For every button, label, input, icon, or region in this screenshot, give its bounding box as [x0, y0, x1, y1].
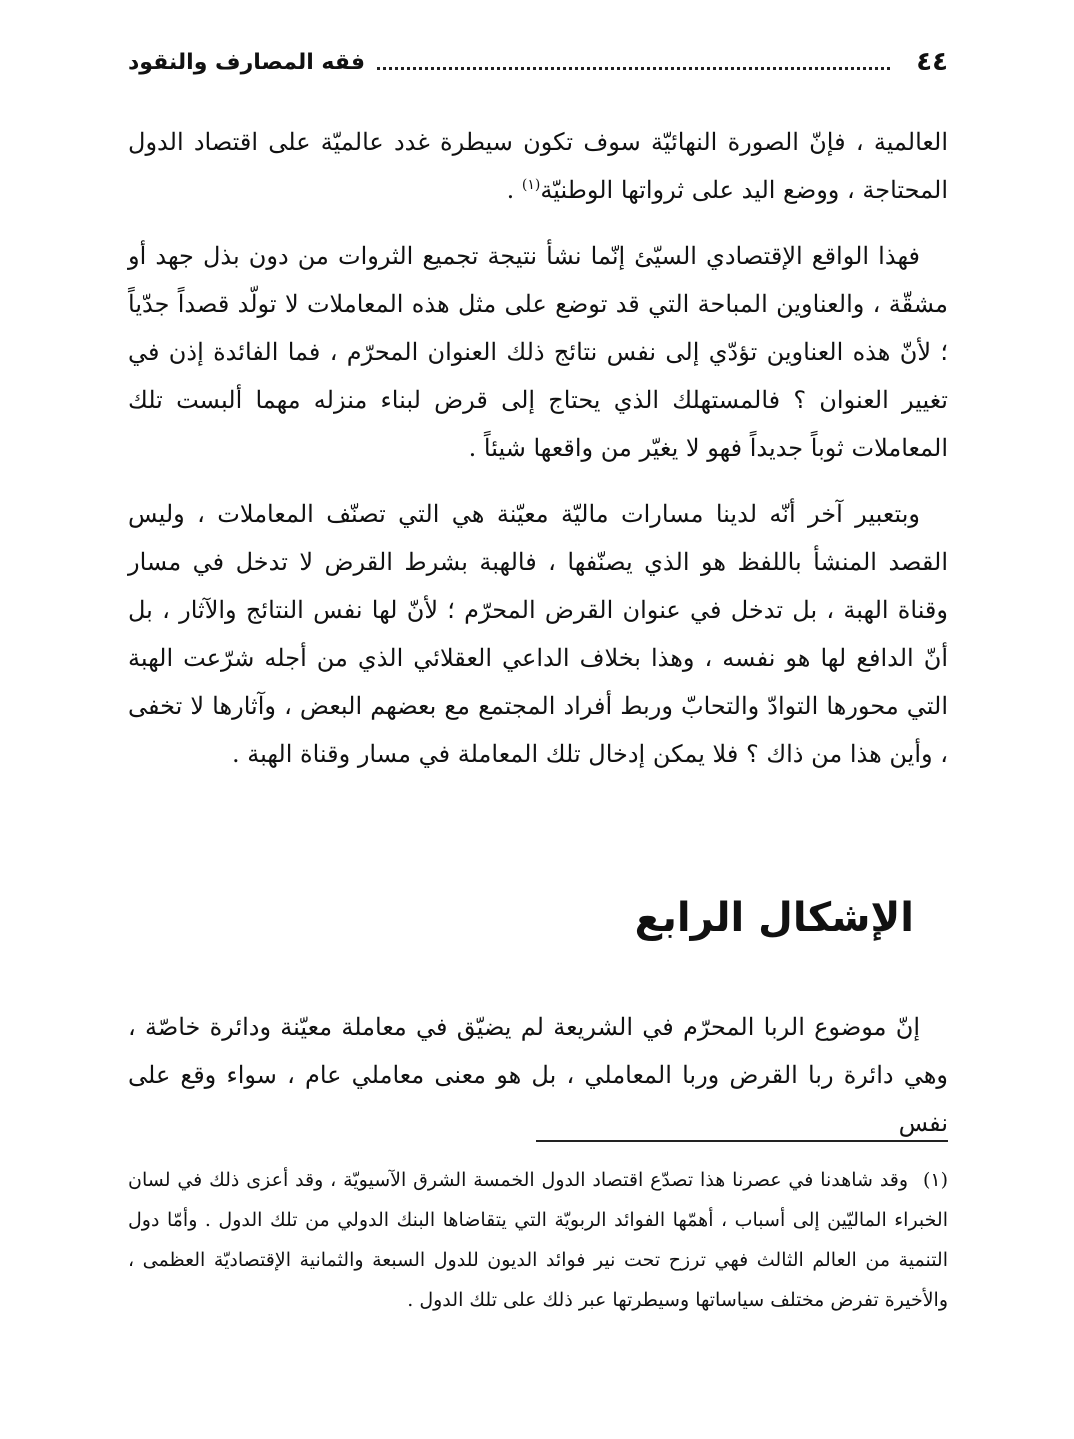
running-header: [128, 40, 948, 84]
paragraph: فهذا الواقع الإقتصادي السيّئ إنّما نشأ نتيجة تجميع الثروات من دون بذل جهد أو مشقّة ، والعناوين المباحة التي قد توضع على مثل هذه المعاملات لا تولّد قصداً جدّياً ؛ لأنّ هذه العناوين تؤدّي إلى نفس نتائج ذلك العنوان المحرّم ، فما الفائدة إذن في تغيير العنوان ؟ فالمستهلك الذي يحتاج إلى قرض لبناء منزله مهما ألبست تلك المعاملات ثوباً جديداً فهو لا يغيّر من واقعها شيئاً .: [128, 242, 948, 462]
section-paragraph: إنّ موضوع الربا المحرّم في الشريعة لم يضيّق في معاملة معيّنة ودائرة خاصّة ، وهي دائرة ربا القرض وربا المعاملي ، بل هو معنى معاملي عام ، سواء وقع على نفس: [128, 1013, 948, 1137]
paragraph-continuation: [128, 118, 948, 214]
footnote: [128, 1160, 948, 1320]
section-heading: الإشكال الرابع: [634, 895, 914, 941]
book-page: [128, 0, 948, 1439]
page-number: ٤٤: [916, 47, 948, 77]
section-text: [128, 1003, 948, 1147]
footnote-separator: [536, 1140, 948, 1142]
footnote-reference: (١): [521, 177, 541, 193]
paragraph-text: العالمية ، فإنّ الصورة النهائيّة سوف تكون سيطرة غدد عالميّة على اقتصاد الدول المحتاجة ، ووضع اليد على ثرواتها الوطنيّة: [128, 128, 948, 204]
paragraph: وبتعبير آخر أنّه لدينا مسارات ماليّة معيّنة هي التي تصنّف المعاملات ، وليس القصد المنشأ باللفظ هو الذي يصنّفها ، فالهبة بشرط القرض لا تدخل في مسار وقناة الهبة ، بل تدخل في عنوان القرض المحرّم ؛ لأنّ لها نفس النتائج والآثار ، بل أنّ الدافع لها هو نفسه ، وهذا بخلاف الداعي العقلائي الذي من أجله شرّعت الهبة التي محورها التوادّ والتحابّ وربط أفراد المجتمع مع بعضهم البعض ، وآثارها لا تخفى ، وأين هذا من ذاك ؟ فلا يمكن إدخال تلك المعاملة في مسار وقناة الهبة .: [128, 500, 948, 768]
paragraph-tail: .: [506, 176, 522, 204]
header-leader-dots: [377, 65, 890, 70]
main-text: [128, 118, 948, 796]
footnote-number: (١): [922, 1169, 949, 1191]
footnote-text: وقد شاهدنا في عصرنا هذا تصدّع اقتصاد الدول الخمسة الشرق الآسيويّة ، وقد أعزى ذلك في لسان الخبراء الماليّين إلى أسباب ، أهمّها الفوائد الربويّة التي يتقاضاها البنك الدولي من تلك الدول . وأمّا دول التنمية من العالم الثالث فهي ترزح تحت نير فوائد الديون للدول السبعة والثمانية الإقتصاديّة العظمى ، والأخيرة تفرض مختلف سياساتها وسيطرتها عبر ذلك على تلك الدول .: [128, 1169, 948, 1311]
running-title: فقه المصارف والنقود: [128, 49, 365, 75]
